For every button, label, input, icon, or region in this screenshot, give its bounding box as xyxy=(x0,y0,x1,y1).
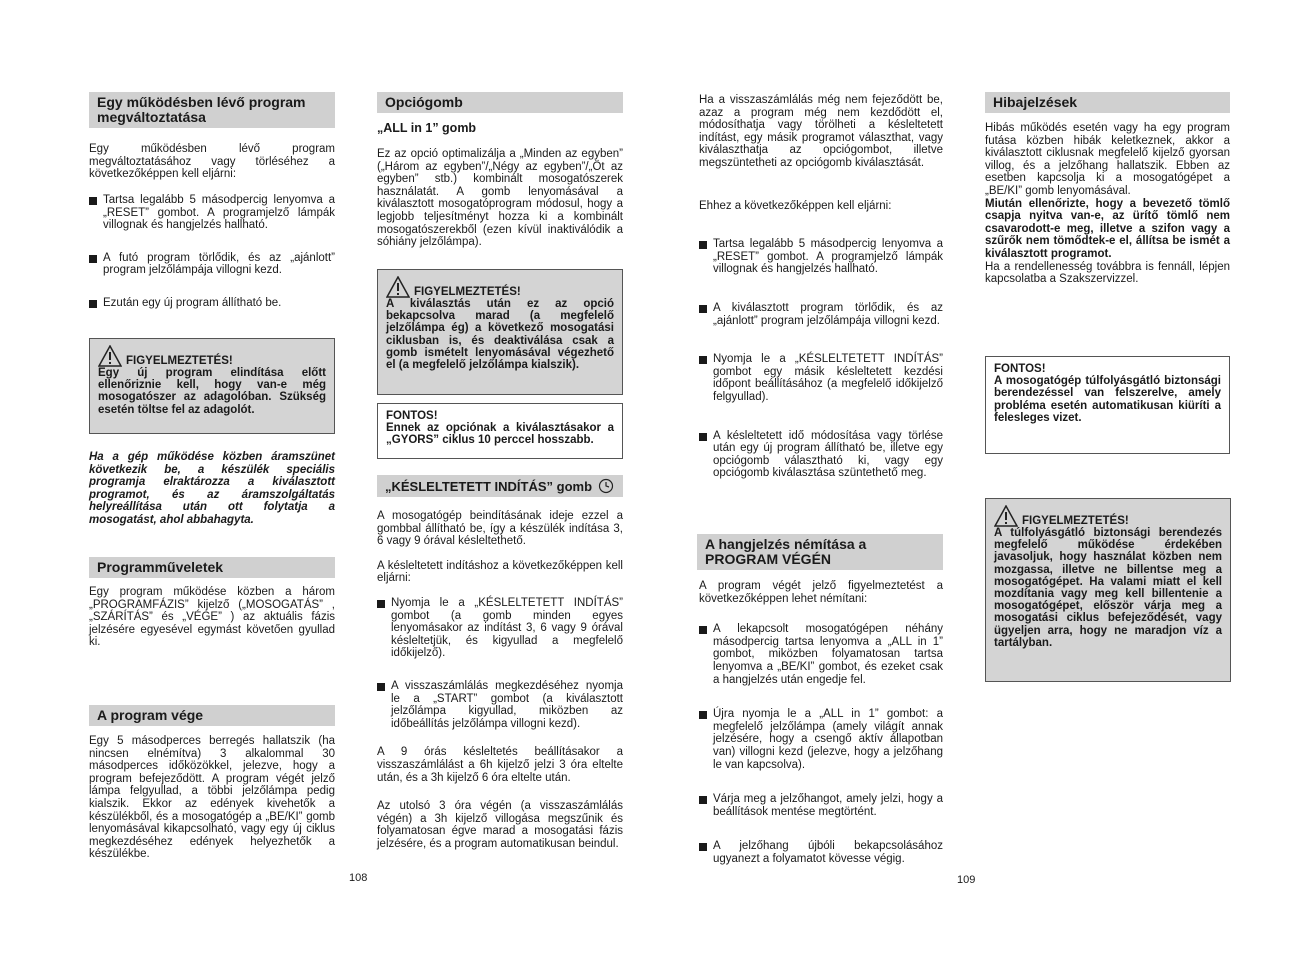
body-text: Egy program működése közben a három „PROGRAMFÁZIS” kijelző („MOSOGATÁS” , „SZÁRÍTÁS” és „VÉGE” ) az aktuális fázis jelzésére egyesével egymást követően gyullad ki. xyxy=(89,586,335,649)
body-text: Az utolsó 3 óra végén (a visszaszámlálás végén) a 3h kijelző villogása megszűnik és folyamatosan égve marad a mosogatási fázis jelzésére, és a program automatikusan beindul. xyxy=(377,800,623,850)
column-1 xyxy=(89,92,335,128)
list-item: Tartsa legalább 5 másodpercig lenyomva a „RESET” gombot. A programjelző lámpák villognak és hangjelzés hallható. xyxy=(89,194,335,232)
warning-title: FIGYELMEZTETÉS! xyxy=(414,285,521,298)
section-heading: Egy működésben lévő program megváltoztatása xyxy=(89,92,335,128)
important-box xyxy=(985,356,1230,454)
list-item: Nyomja le a „KÉSLELTETETT INDÍTÁS” gombot (a gomb minden egyes lenyomásakor az indítást 3, 6 vagy 9 órával késleltetjük, és kigyullad a megfelelő időkijelző). xyxy=(377,597,623,660)
list-item: Nyomja le a „KÉSLELTETETT INDÍTÁS” gombot egy másik késleltetett kezdési időpont beállításához (a megfelelő időkijelző felgyullad). xyxy=(699,353,943,403)
paragraph xyxy=(985,122,1230,286)
body-text: Ha a visszaszámlálás még nem fejeződött be, azaz a program még nem kezdődött el, módosíthatja vagy törölheti a késleltetett indítást, egy másik programot választhat, vagy kiválaszthatja az opciógombot, illetve megszüntetheti az opciógomb kiválasztását. xyxy=(699,94,943,169)
body-text: A program végét jelző figyelmeztetést a következőképpen lehet némítani: xyxy=(699,580,943,605)
section-heading: Opciógomb xyxy=(377,92,623,113)
warning-icon xyxy=(994,505,1018,527)
section-heading: Programműveletek xyxy=(89,557,335,578)
list-item: Ezután egy új program állítható be. xyxy=(89,297,335,310)
warning-box xyxy=(985,498,1231,682)
body-text: Ehhez a következőképpen kell eljárni: xyxy=(699,199,892,212)
subheading-text: „ALL in 1” gomb xyxy=(377,121,477,135)
italic-note: Ha a gép működése közben áramszünet következik be, a készülék speciális programja elraktározza a kiválasztott programot, és az áramszolgáltatás helyreállítása után ott folytatja a mosogatást, ahol abbahagyta. xyxy=(89,451,335,526)
body-text: Ez az opció optimalizálja a „Minden az egyben” („Három az egyben”/„Négy az egyben”/„Öt az egyben” stb.) kombinált mosogatószerek használatát. A gomb lenyomásával a kiválasztott mosogatóprogram módosul, hogy a legjobb teljesítményt hozza ki a kombinált mosogatószerekből (ezen kívül inaktiválódik a sóhiány jelzőlámpa). xyxy=(377,148,623,249)
body-text: Hibás működés esetén vagy ha egy program futása közben hibák keletkeznek, akkor a kiválasztott ciklusnak megfelelő kijelző gyorsan villog, és a jelzőhang hallatszik. Ebben az esetben kapcsolja ki a mosogatógépet a „BE/KI” gomb lenyomásával. xyxy=(985,122,1230,197)
important-text: Ennek az opciónak a kiválasztásakor a „GYORS” ciklus 10 perccel hosszabb. xyxy=(386,422,614,447)
body-text: A mosogatógép beindításának ideje ezzel a gombbal állítható be, így a készülék indítása 3, 6 vagy 9 órával késleltethető. xyxy=(377,510,623,548)
delay-clock-icon xyxy=(598,478,614,494)
subheading xyxy=(377,122,623,135)
heading-text: „KÉSLELTETETT INDÍTÁS” gomb xyxy=(385,478,593,494)
body-text: Ha a rendellenesség továbbra is fennáll, lépjen kapcsolatba a Szakszervizzel. xyxy=(985,260,1230,286)
page-number: 108 xyxy=(349,872,368,884)
section-heading: A hangjelzés némítása a PROGRAM VÉGÉN xyxy=(697,534,943,570)
list-item: A kiválasztott program törlődik, és az „ajánlott” program jelzőlámpája villogni kezd. xyxy=(699,302,943,327)
paragraph xyxy=(89,735,335,861)
body-text: Egy működésben lévő program megváltoztatásához vagy törléséhez a következőképpen kell eljárni: xyxy=(89,143,335,181)
paragraph xyxy=(377,148,623,249)
section-heading xyxy=(377,475,623,497)
body-text: A késleltetett indításhoz a következőképpen kell eljárni: xyxy=(377,559,623,585)
warning-box xyxy=(377,269,623,395)
paragraph xyxy=(377,510,623,850)
warning-title: FIGYELMEZTETÉS! xyxy=(126,354,233,367)
list-item: Várja meg a jelzőhangot, amely jelzi, hogy a beállítások mentése megtörtént. xyxy=(699,793,943,818)
warning-text: A kiválasztás után ez az opció bekapcsolva marad (a megfelelő jelzőlámpa ég) a következő mosogatási ciklusban is, és deaktiválása csak a gomb ismételt lenyomásával végezhető el (a megfelelő jelzőlámpa kialszik). xyxy=(386,298,614,372)
body-text-bold: Miután ellenőrizte, hogy a bevezető tömlő csapja nyitva van-e, az ürítő tömlő nem csavarodott-e meg, illetve a szifon vagy a szűrők nem tömődtek-e el, állítsa be ismét a kiválasztott programot. xyxy=(985,197,1230,260)
list-item: A visszaszámlálás megkezdéséhez nyomja le a „START” gombot (a kiválasztott jelzőlámpa kigyullad, miközben az időbeállítás jelzőlámpa villogni kezd). xyxy=(377,680,623,730)
section-heading: A program vége xyxy=(89,705,335,726)
body-text: Egy 5 másodperces berregés hallatszik (ha nincsen elnémítva) 3 alkalommal 30 másodperces időközökkel, jelezve, hogy a program befejeződött. A program végét jelző lámpa felgyullad, a többi jelzőlámpa pedig kialszik. Ekkor az edények kivehetők a készülékből, és a mosogatógép a „BE/KI” gomb lenyomásával kikapcsolható, vagy egy új ciklus megkezdéséhez edények helyezhetők a készülékbe. xyxy=(89,735,335,861)
paragraph xyxy=(699,580,943,866)
list-item: A futó program törlődik, és az „ajánlott” program jelzőlámpája villogni kezd. xyxy=(89,252,335,277)
list-item: A jelzőhang újbóli bekapcsolásához ugyanezt a folyamatot kövesse végig. xyxy=(699,840,943,865)
list-item: Újra nyomja le a „ALL in 1” gombot: a megfelelő jelzőlámpa (amely világít annak jelzésére, hogy a csengő aktív állapotban van) villogni kezd (jelezve, hogy a jelzőhang le van kapcsolva). xyxy=(699,708,943,771)
warning-text: Egy új program elindítása előtt ellenőriznie kell, hogy van-e még mosogatószer az adagolóban. Szükség esetén töltse fel az adagolót. xyxy=(98,367,326,416)
important-text: A mosogatógép túlfolyásgátló biztonsági berendezéssel van felszerelve, amely probléma esetén automatikusan kiüríti a felesleges vizet. xyxy=(994,375,1221,424)
warning-icon xyxy=(98,345,122,367)
important-title: FONTOS! xyxy=(386,410,438,422)
warning-title: FIGYELMEZTETÉS! xyxy=(1022,514,1129,527)
list-item: A lekapcsolt mosogatógépen néhány másodpercig tartsa lenyomva a „ALL in 1” gombot, miközben folyamatosan tartsa lenyomva a „BE/KI” gombot, és ezeket csak a hangjelzés után engedje fel. xyxy=(699,623,943,686)
warning-icon xyxy=(386,276,410,298)
body-text: A 9 órás késleltetés beállításakor a visszaszámlálást a 6h kijelző jelzi 3 óra eltelte után, és a 3h kijelző 6 óra eltelte után. xyxy=(377,746,623,784)
important-box xyxy=(377,403,623,459)
important-title: FONTOS! xyxy=(994,363,1046,375)
warning-text: A túlfolyásgátló biztonsági berendezés megfelelő működése érdekében javasoljuk, hogy használat közben nem mozgassa, illetve ne billentse meg a mosogatógépet. Ha valami miatt el kell mozdítania vagy meg kell billentenie a mosogatógépet, először várja meg a mosogatási ciklus befejeződését, vagy ügyeljen arra, hogy ne maradjon víz a tartályban. xyxy=(994,527,1222,649)
power-failure-note xyxy=(89,451,335,527)
bullet-list xyxy=(89,194,335,310)
paragraph xyxy=(89,586,335,649)
warning-box xyxy=(89,338,335,434)
paragraph xyxy=(89,143,335,181)
page-number: 109 xyxy=(957,874,976,886)
paragraph xyxy=(699,94,943,480)
section-heading: Hibajelzések xyxy=(985,92,1230,113)
list-item: A késleltetett idő módosítása vagy törlése után egy új program állítható be, illetve egy opciógomb választható ki, vagy egy opciógomb kiválasztása szüntethető meg. xyxy=(699,430,943,480)
list-item: Tartsa legalább 5 másodpercig lenyomva a „RESET” gombot. A programjelző lámpák villognak és hangjelzés hallható. xyxy=(699,238,943,276)
